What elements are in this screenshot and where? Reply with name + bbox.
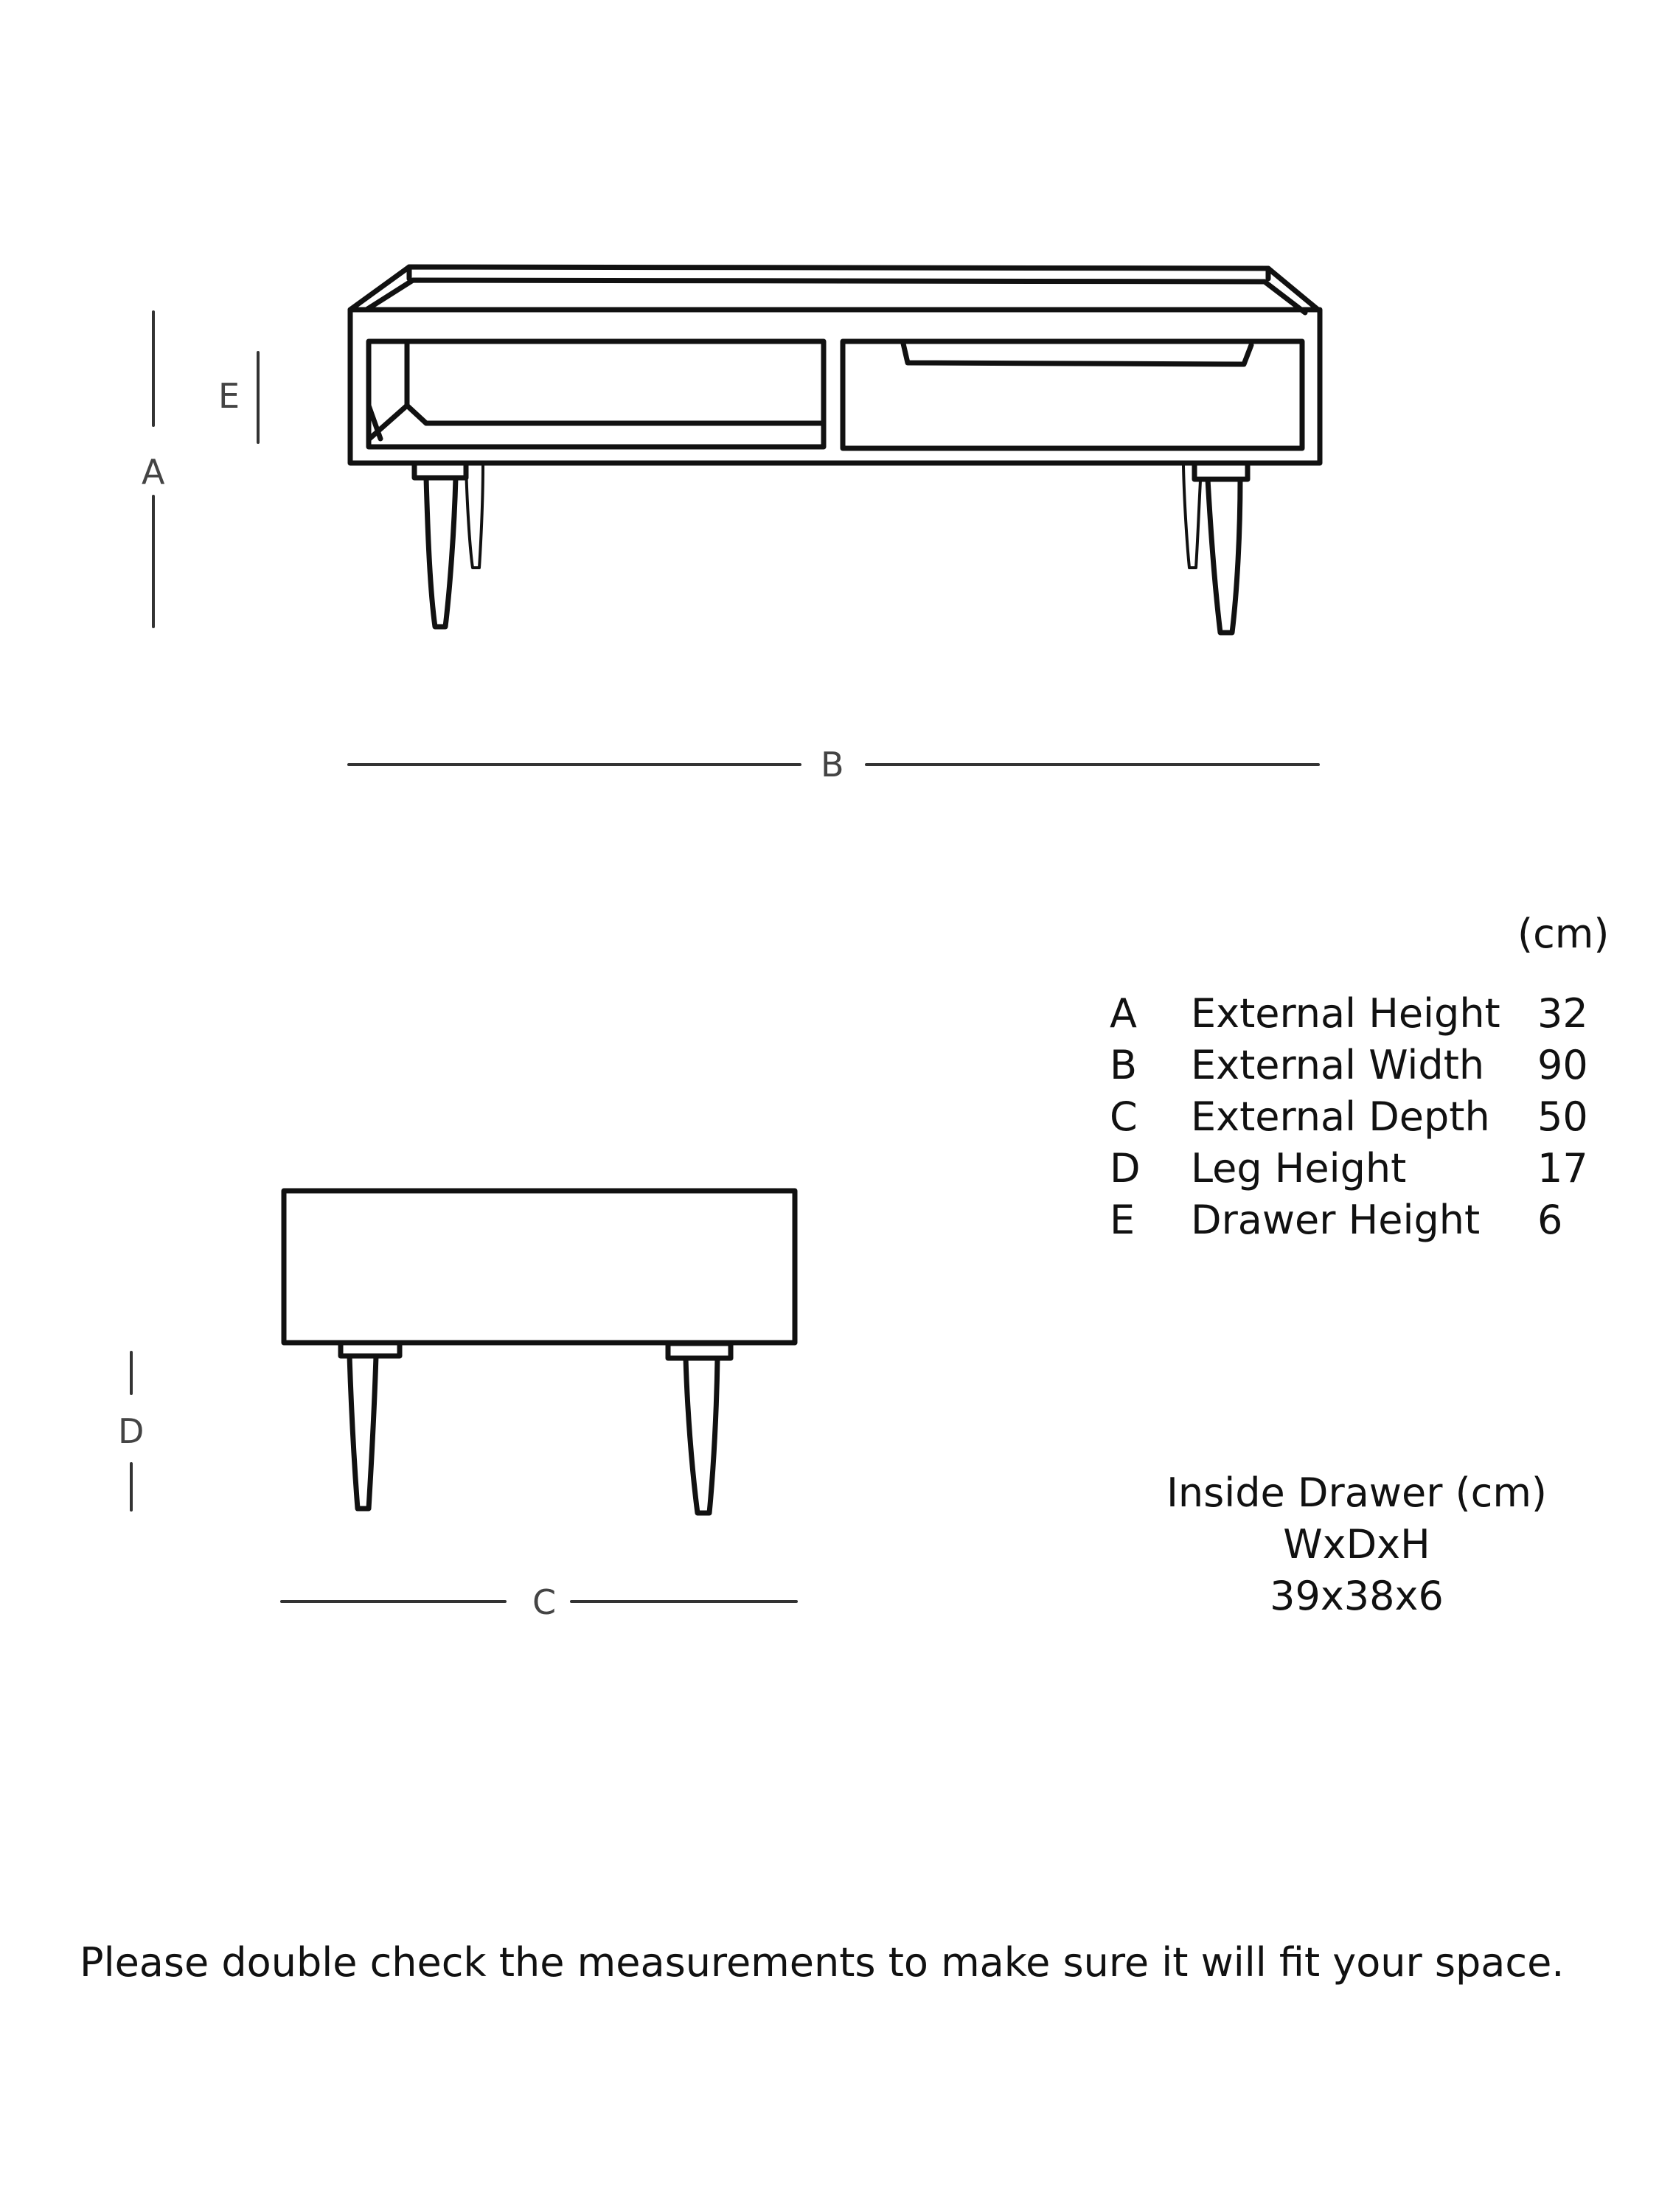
- label-e: E: [218, 376, 240, 416]
- dimension-a: [153, 312, 1318, 765]
- side-view-table: [284, 1191, 795, 1513]
- inside-drawer-title: Inside Drawer (cm): [1166, 1470, 1547, 1516]
- spec-value: 6: [1537, 1197, 1563, 1243]
- spec-value: 32: [1537, 990, 1588, 1037]
- spec-key: D: [1110, 1145, 1141, 1192]
- spec-name: External Height: [1191, 990, 1500, 1037]
- spec-value: 50: [1537, 1093, 1588, 1140]
- label-c: C: [532, 1582, 557, 1622]
- inside-drawer-info: [1135, 1467, 1578, 1622]
- inside-drawer-format: WxDxH: [1283, 1521, 1430, 1568]
- spec-name: External Depth: [1191, 1093, 1490, 1140]
- spec-table: [1110, 988, 1626, 1253]
- spec-unit: (cm): [1517, 911, 1610, 957]
- label-d: D: [118, 1411, 145, 1451]
- spec-value: 17: [1537, 1145, 1588, 1192]
- spec-value: 90: [1537, 1042, 1588, 1088]
- spec-key: E: [1110, 1197, 1135, 1243]
- dimension-d-c: [131, 1352, 796, 1601]
- front-view-table: [350, 267, 1320, 633]
- spec-name: Leg Height: [1191, 1145, 1407, 1192]
- spec-key: B: [1110, 1042, 1138, 1088]
- spec-name: External Width: [1191, 1042, 1485, 1088]
- label-a: A: [142, 452, 165, 492]
- spec-key: C: [1110, 1093, 1138, 1140]
- inside-drawer-value: 39x38x6: [1270, 1573, 1444, 1619]
- measurement-note: Please double check the measurements to make sure it will fit your space.: [80, 1939, 1565, 1986]
- spec-key: A: [1110, 990, 1137, 1037]
- spec-name: Drawer Height: [1191, 1197, 1481, 1243]
- label-b: B: [821, 745, 844, 785]
